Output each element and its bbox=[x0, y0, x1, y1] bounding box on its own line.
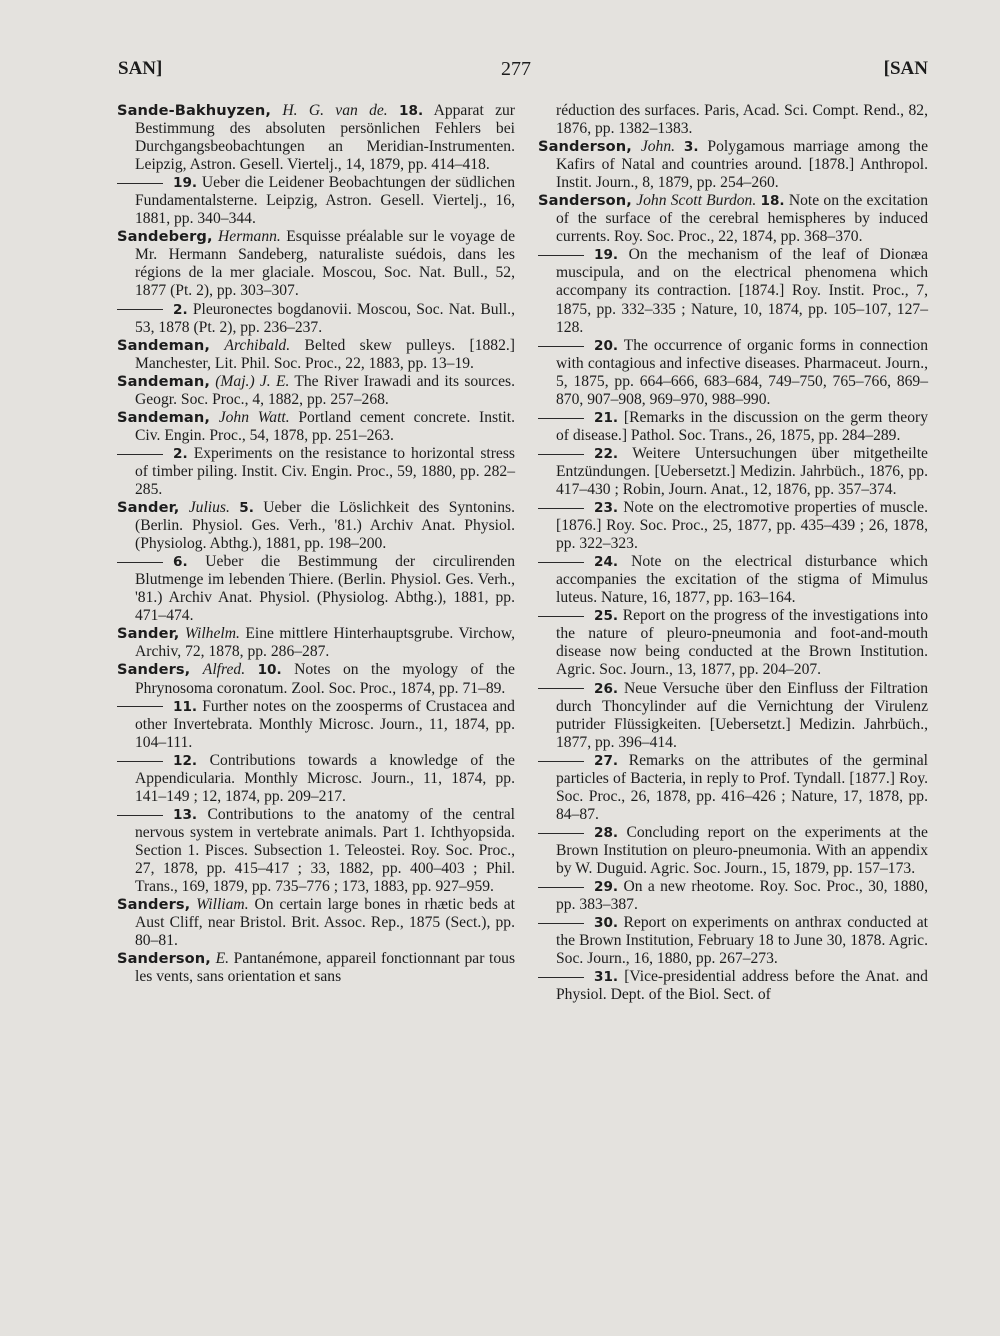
catalogue-entry bbox=[538, 138, 928, 192]
catalogue-entry bbox=[117, 698, 515, 752]
entry-number: 2. bbox=[173, 301, 188, 318]
right-column bbox=[538, 102, 928, 1004]
catalogue-entry bbox=[117, 445, 515, 499]
entry-number: 19. bbox=[594, 247, 619, 264]
left-column bbox=[117, 102, 515, 986]
catalogue-entry bbox=[117, 499, 515, 553]
catalogue-entry bbox=[117, 896, 515, 950]
ditto-dash bbox=[117, 183, 163, 184]
entry-number: 25. bbox=[594, 608, 619, 625]
entry-text: On certain large bones in rhætic beds at Aust Cliff, near Bristol. Brit. Assoc. Rep., 1875 (Sect.), pp. 80–81. bbox=[135, 896, 515, 950]
catalogue-entry bbox=[538, 752, 928, 824]
entry-number: 3. bbox=[683, 139, 699, 156]
catalogue-entry bbox=[117, 228, 515, 300]
catalogue-entry bbox=[117, 301, 515, 337]
entry-author: Sandeman, bbox=[117, 372, 210, 390]
entry-author: Sandeman, bbox=[117, 336, 210, 354]
entry-number: 13. bbox=[173, 806, 198, 823]
entry-number: 12. bbox=[173, 752, 198, 769]
entry-text: Ueber die Bestimmung der circulirenden Blutmenge im lebenden Thiere. (Berlin. Physiol. Ges. Verh., '81.) Archiv Anat. Physiol. (Physiolog. Abthg.), 1881, pp. 471–474. bbox=[135, 553, 515, 625]
catalogue-entry bbox=[538, 445, 928, 499]
entry-number: 31. bbox=[594, 969, 619, 986]
entry-given-name: John Watt. bbox=[218, 408, 290, 426]
entry-number: 6. bbox=[173, 554, 188, 571]
ditto-dash bbox=[538, 977, 584, 978]
entry-number: 18. bbox=[760, 193, 785, 210]
catalogue-entry bbox=[538, 337, 928, 409]
entry-author: Sandeberg, bbox=[117, 228, 213, 246]
ditto-dash bbox=[538, 562, 584, 563]
entry-text: réduction des surfaces. Paris, Acad. Sci. Compt. Rend., 82, 1876, pp. 1382–1383. bbox=[556, 102, 928, 138]
entry-text: [Remarks in the discussion on the germ theory of disease.] Pathol. Soc. Trans., 26, 1875, pp. 284–289. bbox=[556, 408, 928, 444]
entry-text: Neue Versuche über den Einfluss der Filtration durch Thoncylinder auf die Vernichtung der Virulenz putrider Flüssigkeiten. [Uebersetzt.] Medizin. Jahrbüch., 1877, pp. 396–414. bbox=[556, 679, 928, 751]
ditto-dash bbox=[117, 454, 163, 455]
catalogue-entry bbox=[538, 553, 928, 607]
entry-text: On the mechanism of the leaf of Dionæa muscipula, and on the electrical phenomena which accompany its contraction. [1874.] Roy. Instit. Proc., 7, 1875, pp. 332–335 ; Nature, 10, 1874, pp. 105–107, 127–128. bbox=[556, 246, 928, 336]
ditto-dash bbox=[538, 833, 584, 834]
catalogue-entry bbox=[538, 102, 928, 138]
catalogue-entry bbox=[538, 409, 928, 445]
entry-given-name: Alfred. bbox=[202, 661, 246, 679]
catalogue-entry bbox=[117, 102, 515, 174]
entry-author: Sanders, bbox=[117, 896, 191, 914]
entry-number: 29. bbox=[594, 879, 619, 896]
entry-text: Remarks on the attributes of the germinal particles of Bacteria, in reply to Prof. Tyndall. [1877.] Roy. Soc. Proc., 26, 1878, pp. 416–426 ; Nature, 17, 1878, pp. 84–87. bbox=[556, 751, 928, 823]
entry-given-name: William. bbox=[196, 896, 249, 914]
catalogue-entry bbox=[538, 914, 928, 968]
ditto-dash bbox=[117, 309, 163, 310]
entry-given-name: Archibald. bbox=[224, 336, 291, 354]
entry-author: Sanderson, bbox=[538, 192, 632, 210]
catalogue-entry bbox=[538, 246, 928, 336]
entry-text: Pantanémone, appareil fonctionnant par tous les vents, sans orientation et sans bbox=[135, 950, 516, 986]
entry-text: The River Irawadi and its sources. Geogr. Soc. Proc., 4, 1882, pp. 257–268. bbox=[135, 372, 515, 408]
ditto-dash bbox=[117, 761, 163, 762]
entry-text: Apparat zur Bestimmung des absoluten persönlichen Fehlers bei Durchgangsbeobachtungen an Meridian-Instrumenten. Leipzig, Astron. Gesell. Viertelj., 14, 1879, pp. 414–418. bbox=[135, 102, 515, 174]
catalogue-entry bbox=[538, 968, 928, 1004]
entry-text: Report on the progress of the investigations into the nature of pleuro-pneumonia and foot-and-mouth disease now being conducted at the Brown Institution. Agric. Soc. Journ., 13, 1877, pp. 204–207. bbox=[556, 607, 928, 679]
ditto-dash bbox=[538, 508, 584, 509]
entry-author: Sanderson, bbox=[538, 138, 632, 156]
catalogue-entry bbox=[117, 337, 515, 373]
ditto-dash bbox=[538, 418, 584, 419]
entry-number: 22. bbox=[594, 445, 619, 462]
entry-text: Ueber die Leidener Beobachtungen der südlichen Fundamentalsterne. Leipzig, Astron. Gesell. Viertelj., 16, 1881, pp. 340–344. bbox=[135, 174, 515, 228]
entry-given-name: John. bbox=[640, 138, 676, 156]
catalogue-entry bbox=[117, 174, 515, 228]
catalogue-entry bbox=[117, 806, 515, 896]
entry-number: 5. bbox=[239, 500, 254, 517]
ditto-dash bbox=[538, 887, 584, 888]
catalogue-entry bbox=[117, 950, 515, 986]
entry-given-name: Hermann. bbox=[218, 228, 281, 246]
running-head-left: SAN] bbox=[118, 58, 163, 79]
entry-text: Further notes on the zoosperms of Crustacea and other Invertebrata. Monthly Microsc. Journ., 11, 1874, pp. 104–111. bbox=[135, 697, 515, 751]
entry-text: Note on the electromotive properties of muscle. [1876.] Roy. Soc. Proc., 25, 1877, pp. 435–439 ; 26, 1878, pp. 322–323. bbox=[556, 499, 929, 553]
entry-number: 11. bbox=[173, 698, 198, 715]
ditto-dash bbox=[538, 616, 584, 617]
ditto-dash bbox=[117, 706, 163, 707]
ditto-dash bbox=[538, 454, 584, 455]
catalogue-entry bbox=[117, 373, 515, 409]
ditto-dash bbox=[538, 346, 584, 347]
entry-text: On a new rheotome. Roy. Soc. Proc., 30, 1880, pp. 383–387. bbox=[556, 878, 928, 914]
entry-number: 19. bbox=[173, 175, 198, 192]
catalogue-entry bbox=[538, 607, 928, 679]
catalogue-entry bbox=[117, 752, 515, 806]
catalogue-entry bbox=[117, 661, 515, 697]
entry-number: 27. bbox=[594, 752, 619, 769]
entry-text: Contributions towards a knowledge of the Appendicularia. Monthly Microsc. Journ., 11, 1874, pp. 141–149 ; 12, 1874, pp. 209–217. bbox=[135, 751, 515, 805]
entry-number: 23. bbox=[594, 500, 619, 517]
entry-number: 30. bbox=[594, 915, 619, 932]
entry-number: 21. bbox=[594, 409, 619, 426]
page-number: 277 bbox=[501, 58, 531, 80]
entry-text: Belted skew pulleys. [1882.] Manchester, Lit. Phil. Soc. Proc., 22, 1883, pp. 13–19. bbox=[135, 336, 515, 372]
entry-text: The occurrence of organic forms in connection with contagious and infective diseases. Pharmaceut. Journ., 5, 1875, pp. 664–666, 683–684, 749–750, 765–766, 869–870, 907–908, 969–970, 988–990. bbox=[556, 336, 929, 408]
entry-text: Portland cement concrete. Instit. Civ. Engin. Proc., 54, 1878, pp. 251–263. bbox=[135, 408, 515, 444]
ditto-dash bbox=[117, 815, 163, 816]
entry-number: 20. bbox=[594, 337, 619, 354]
entry-text: [Vice-presidential address before the Anat. and Physiol. Dept. of the Biol. Sect. of bbox=[556, 968, 928, 1004]
entry-number: 10. bbox=[257, 662, 282, 679]
entry-text: Note on the electrical disturbance which accompanies the excitation of the stigma of Mimulus luteus. Nature, 16, 1877, pp. 163–164. bbox=[556, 553, 928, 607]
entry-given-name: (Maj.) J. E. bbox=[215, 372, 290, 390]
entry-author: Sanders, bbox=[117, 661, 191, 679]
entry-author: Sanderson, bbox=[117, 950, 211, 968]
catalogue-entry bbox=[117, 625, 515, 661]
entry-author: Sander, bbox=[117, 625, 180, 643]
ditto-dash bbox=[117, 562, 163, 563]
entry-author: Sander, bbox=[117, 499, 180, 517]
catalogue-entry bbox=[538, 824, 928, 878]
entry-text: Notes on the myology of the Phrynosoma coronatum. Zool. Soc. Proc., 1874, pp. 71–89. bbox=[135, 661, 515, 697]
catalogue-entry bbox=[538, 499, 928, 553]
catalogue-entry bbox=[117, 409, 515, 445]
ditto-dash bbox=[538, 761, 584, 762]
catalogue-entry bbox=[538, 878, 928, 914]
ditto-dash bbox=[538, 688, 584, 689]
catalogue-entry bbox=[538, 192, 928, 246]
entry-text: Note on the excitation of the surface of the cerebral hemispheres by induced currents. Roy. Soc. Proc., 22, 1874, pp. 368–370. bbox=[556, 192, 929, 246]
entry-text: Ueber die Löslichkeit des Syntonins. (Berlin. Physiol. Ges. Verh., '81.) Archiv Anat. Physiol. (Physiolog. Abthg.), 1881, pp. 198–200. bbox=[135, 499, 516, 553]
entry-given-name: Julius. bbox=[188, 499, 230, 517]
running-head-right: [SAN bbox=[883, 58, 928, 79]
entry-text: Concluding report on the experiments at the Brown Institution on pleuro-pneumonia. With an appendix by W. Duguid. Agric. Soc. Journ., 15, 1879, pp. 157–173. bbox=[556, 823, 928, 877]
entry-text: Pleuronectes bogdanovii. Moscou, Soc. Nat. Bull., 53, 1878 (Pt. 2), pp. 236–237. bbox=[135, 300, 515, 336]
entry-number: 24. bbox=[594, 554, 619, 571]
entry-given-name: John Scott Burdon. bbox=[636, 192, 757, 210]
catalogue-entry bbox=[117, 553, 515, 625]
entry-number: 28. bbox=[594, 824, 619, 841]
entry-number: 26. bbox=[594, 680, 619, 697]
entry-number: 18. bbox=[399, 103, 424, 119]
entry-given-name: Wilhelm. bbox=[184, 625, 240, 643]
entry-given-name: E. bbox=[215, 950, 230, 968]
entry-text: Contributions to the anatomy of the central nervous system in vertebrate animals. Part 1. Ichthyopsida. Section 1. Pisces. Subsection 1. Teleostei. Roy. Soc. Proc., 27, 1878, pp. 415–417 ; 33, 1882, pp. 400–403 ; Phil. Trans., 169, 1879, pp. 735–776 ; 173, 1883, pp. 927–959. bbox=[135, 805, 515, 896]
catalogue-entry bbox=[538, 680, 928, 752]
entry-text: Report on experiments on anthrax conducted at the Brown Institution, February 18 to June 30, 1878. Agric. Soc. Journ., 16, 1880, pp. 267–273. bbox=[556, 914, 929, 968]
entry-text: Experiments on the resistance to horizontal stress of timber piling. Instit. Civ. Engin. Proc., 59, 1880, pp. 282–285. bbox=[135, 444, 515, 498]
entry-given-name: H. G. van de. bbox=[282, 102, 388, 119]
entry-text: Weitere Untersuchungen über mitgetheilte Entzündungen. [Uebersetzt.] Medizin. Jahrbüch., 1876, pp. 417–430 ; Robin, Journ. Anat., 12, 1876, pp. 357–374. bbox=[556, 444, 928, 498]
ditto-dash bbox=[538, 923, 584, 924]
entry-author: Sandeman, bbox=[117, 408, 210, 426]
entry-author: Sande-Bakhuyzen, bbox=[117, 102, 272, 119]
entry-text: Eine mittlere Hinterhauptsgrube. Virchow, Archiv, 72, 1878, pp. 286–287. bbox=[135, 625, 515, 661]
ditto-dash bbox=[538, 255, 584, 256]
entry-text: Polygamous marriage among the Kafirs of Natal and countries around. [1878.] Anthropol. Instit. Journ., 8, 1879, pp. 254–260. bbox=[556, 138, 929, 192]
entry-number: 2. bbox=[173, 445, 188, 462]
entry-text: Esquisse préalable sur le voyage de Mr. Hermann Sandeberg, naturaliste suédois, dans les régions de la mer glaciale. Moscou, Soc. Nat. Bull., 52, 1877 (Pt. 2), pp. 303–307. bbox=[135, 228, 515, 300]
